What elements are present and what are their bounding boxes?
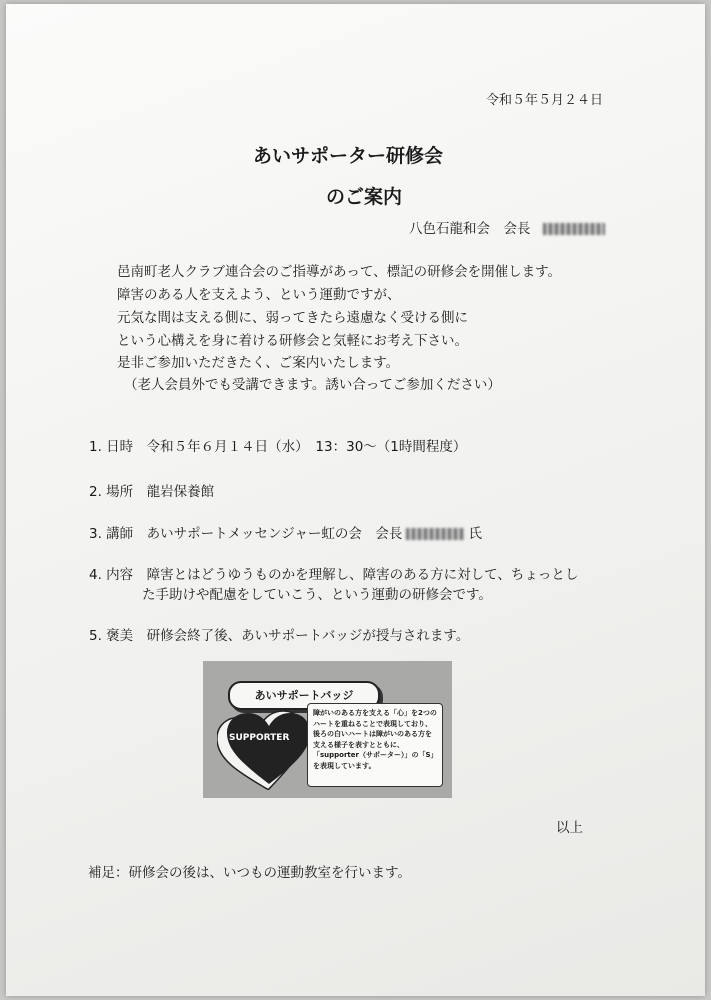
closing-text: 以上 [556,820,583,836]
intro-line: 障害のある人を支えよう、という運動ですが、 [117,287,401,303]
badge-description: 障がいのある方を支える「心」を2つのハートを重ねることで表現しており、後ろの白いハートは障がいのある方を支える様子を表すとともに、「supporter（サポーター）」の「S」を表現しています。 [307,703,443,787]
item-reward: 5. 褒美 研修会終了後、あいサポートバッジが授与されます。 [89,628,470,644]
intro-line: という心構えを身に着ける研修会と気軽にお考え下さい。 [117,333,468,349]
intro-line: 是非ご参加いただきたく、ご案内いたします。 [117,355,400,371]
organization-label: 八色石龍和会 会長 [409,221,531,237]
lecturer-suffix: 氏 [468,526,482,542]
supplementary-note: 補足：研修会の後は、いつもの運動教室を行います。 [88,865,411,881]
heart-icon [217,706,313,790]
document-title: あいサポーター研修会 [253,145,444,167]
heart-label: SUPPORTER [229,733,290,743]
redacted-name [406,528,464,540]
intro-line: （老人会員外でも受講できます。誘い合ってご参加ください） [124,377,501,393]
document-date: 令和５年５月２４日 [486,93,604,108]
item-content-continued: た手助けや配慮をしていこう、という運動の研修会です。 [142,587,492,603]
intro-line: 元気な間は支える側に、弱ってきたら遠慮なく受ける側に [117,310,468,326]
item-lecturer [89,526,482,542]
badge-title: あいサポートバッジ [228,681,380,710]
intro-line: 邑南町老人クラブ連合会のご指導があって、標記の研修会を開催します。 [117,264,562,280]
redacted-name [543,223,605,235]
item-place: 2. 場所 龍岩保養館 [89,484,215,500]
item-content: 4. 内容 障害とはどうゆうものかを理解し、障害のある方に対して、ちょっとし [89,567,579,583]
item-datetime: 1. 日時 令和５年６月１４日（水） 13：30～（1時間程度） [89,439,467,455]
lecturer-label: 3. 講師 あいサポートメッセンジャー虹の会 会長 [89,526,403,542]
document-subtitle: のご案内 [326,186,403,208]
badge-illustration [203,661,452,798]
organization-line [409,221,605,237]
